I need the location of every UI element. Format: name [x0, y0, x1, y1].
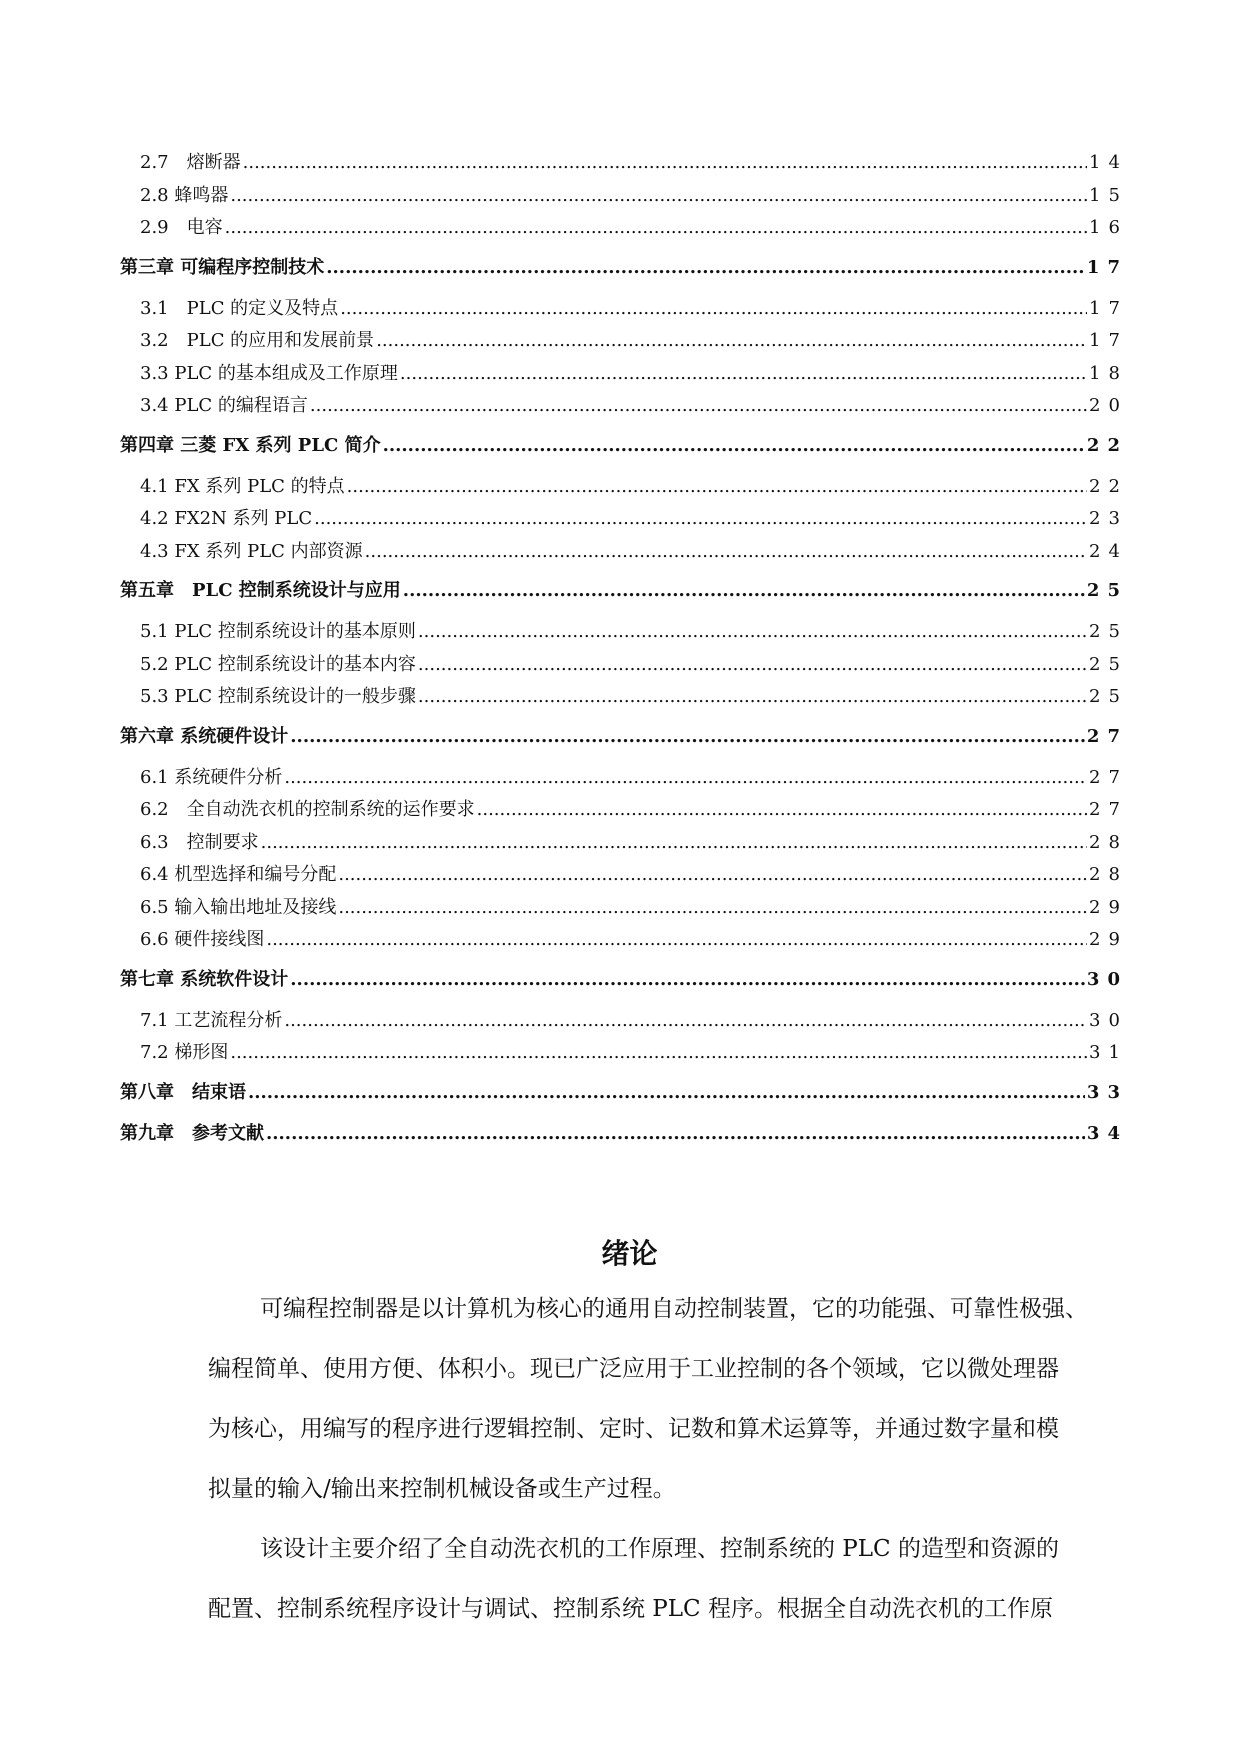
- toc-page-number: 14: [1088, 152, 1129, 173]
- introduction-section: [0, 1232, 1241, 1622]
- toc-title: 2.7 熔断器: [140, 152, 241, 173]
- toc-page-number: 17: [1086, 256, 1129, 278]
- toc-title: 第四章 三菱 FX 系列 PLC 简介: [120, 434, 381, 456]
- toc-leader-dots: [248, 1082, 1085, 1103]
- toc-leader-dots: [418, 621, 1087, 642]
- toc-page-number: 22: [1088, 475, 1129, 497]
- toc-leader-dots: [418, 654, 1087, 675]
- toc-page-number: 34: [1086, 1122, 1129, 1144]
- toc-chapter-row[interactable]: [120, 1119, 1129, 1151]
- toc-title: 6.2 全自动洗衣机的控制系统的运作要求: [140, 799, 475, 820]
- toc-leader-dots: [290, 726, 1085, 747]
- toc-leader-dots: [230, 185, 1087, 206]
- toc-entry-row[interactable]: [120, 391, 1129, 424]
- toc-page-number: 15: [1088, 184, 1129, 206]
- toc-entry-row[interactable]: [120, 617, 1129, 650]
- toc-title: 第三章 可编程序控制技术: [120, 256, 325, 278]
- toc-page-number: 17: [1088, 297, 1129, 319]
- toc-page-number: 29: [1088, 896, 1129, 918]
- toc-title: 6.4 机型选择和编号分配: [140, 864, 337, 885]
- toc-leader-dots: [266, 1123, 1085, 1144]
- toc-title: 7.2 梯形图: [140, 1042, 229, 1063]
- toc-entry-row[interactable]: [120, 148, 1129, 181]
- toc-page-number: 25: [1088, 621, 1129, 642]
- intro-paragraph-1-line: 为核心，用编写的程序进行逻辑控制、定时、记数和算术运算等，并通过数字量和模: [208, 1416, 1059, 1442]
- toc-leader-dots: [310, 395, 1087, 416]
- toc-chapter-row[interactable]: [120, 722, 1129, 754]
- toc-page-number: 23: [1088, 508, 1129, 529]
- toc-leader-dots: [326, 257, 1085, 278]
- toc-title: 4.1 FX 系列 PLC 的特点: [140, 475, 345, 497]
- toc-entry-row[interactable]: [120, 504, 1129, 537]
- toc-entry-row[interactable]: [120, 828, 1129, 861]
- toc-leader-dots: [418, 686, 1087, 707]
- toc-page-number: 28: [1088, 831, 1129, 853]
- toc-page-number: 24: [1088, 540, 1129, 562]
- toc-title: 3.2 PLC 的应用和发展前景: [140, 330, 375, 351]
- toc-title: 6.5 输入输出地址及接线: [140, 896, 337, 918]
- toc-entry-row[interactable]: [120, 682, 1129, 715]
- toc-leader-dots: [314, 508, 1087, 529]
- toc-title: 第六章 系统硬件设计: [120, 725, 289, 747]
- intro-paragraph-2-line: 配置、控制系统程序设计与调试、控制系统 PLC 程序。根据全自动洗衣机的工作原: [208, 1596, 1053, 1622]
- toc-title: 3.1 PLC 的定义及特点: [140, 297, 339, 319]
- toc-leader-dots: [347, 476, 1087, 497]
- toc-leader-dots: [365, 541, 1087, 562]
- toc-title: 6.1 系统硬件分析: [140, 766, 283, 788]
- intro-paragraph-1-line: 拟量的输入/输出来控制机械设备或生产过程。: [208, 1476, 676, 1502]
- toc-title: 第七章 系统软件设计: [120, 968, 289, 990]
- toc-chapter-row[interactable]: [120, 253, 1129, 285]
- toc-leader-dots: [266, 929, 1087, 950]
- toc-title: 第五章 PLC 控制系统设计与应用: [120, 580, 401, 601]
- toc-leader-dots: [338, 864, 1087, 885]
- toc-entry-row[interactable]: [120, 359, 1129, 392]
- toc-entry-row[interactable]: [120, 537, 1129, 570]
- toc-title: 3.3 PLC 的基本组成及工作原理: [140, 362, 398, 384]
- toc-chapter-row[interactable]: [120, 965, 1129, 997]
- toc-title: 2.9 电容: [140, 217, 223, 238]
- toc-leader-dots: [477, 799, 1087, 820]
- toc-title: 5.3 PLC 控制系统设计的一般步骤: [140, 686, 416, 707]
- toc-title: 2.8 蜂鸣器: [140, 184, 229, 206]
- toc-leader-dots: [400, 363, 1087, 384]
- toc-title: 6.6 硬件接线图: [140, 929, 265, 950]
- toc-entry-row[interactable]: [120, 893, 1129, 926]
- toc-title: 4.3 FX 系列 PLC 内部资源: [140, 540, 363, 562]
- toc-leader-dots: [403, 580, 1085, 601]
- toc-page-number: 18: [1088, 362, 1129, 384]
- toc-title: 3.4 PLC 的编程语言: [140, 395, 308, 416]
- toc-title: 6.3 控制要求: [140, 831, 259, 853]
- intro-paragraph-1-line: 编程简单、使用方便、体积小。现已广泛应用于工业控制的各个领域，它以微处理器: [208, 1356, 1059, 1382]
- toc-leader-dots: [243, 152, 1087, 173]
- toc-entry-row[interactable]: [120, 795, 1129, 828]
- toc-page-number: 22: [1086, 434, 1129, 456]
- toc-leader-dots: [338, 897, 1087, 918]
- toc-page-number: 27: [1088, 799, 1129, 820]
- toc-page-number: 29: [1088, 929, 1129, 950]
- toc-entry-row[interactable]: [120, 650, 1129, 683]
- intro-paragraph-1-line: 可编程控制器是以计算机为核心的通用自动控制装置，它的功能强、可靠性极强、: [260, 1296, 1088, 1322]
- toc-leader-dots: [376, 330, 1087, 351]
- table-of-contents: [120, 148, 1129, 1160]
- toc-entry-row[interactable]: [120, 294, 1129, 327]
- toc-entry-row[interactable]: [120, 763, 1129, 796]
- toc-entry-row[interactable]: [120, 181, 1129, 214]
- toc-entry-row[interactable]: [120, 860, 1129, 893]
- toc-title: 5.2 PLC 控制系统设计的基本内容: [140, 653, 416, 675]
- toc-title: 7.1 工艺流程分析: [140, 1009, 283, 1031]
- toc-page-number: 20: [1088, 395, 1129, 416]
- toc-page-number: 16: [1088, 217, 1129, 238]
- toc-page-number: 33: [1086, 1081, 1129, 1103]
- intro-heading: 绪论: [601, 1237, 658, 1270]
- toc-title: 5.1 PLC 控制系统设计的基本原则: [140, 621, 416, 642]
- toc-page-number: 25: [1088, 686, 1129, 707]
- toc-page-number: 27: [1086, 725, 1129, 747]
- toc-leader-dots: [225, 217, 1087, 238]
- toc-page-number: 30: [1086, 968, 1129, 990]
- toc-page-number: 25: [1086, 580, 1129, 601]
- toc-page-number: 30: [1088, 1009, 1129, 1031]
- intro-paragraph-2-line: 该设计主要介绍了全自动洗衣机的工作原理、控制系统的 PLC 的造型和资源的: [260, 1536, 1059, 1562]
- toc-entry-row[interactable]: [120, 326, 1129, 359]
- toc-leader-dots: [290, 969, 1085, 990]
- toc-leader-dots: [383, 435, 1085, 456]
- toc-title: 第八章 结束语: [120, 1081, 246, 1103]
- intro-body: [208, 1294, 1128, 1654]
- toc-entry-row[interactable]: [120, 472, 1129, 505]
- toc-leader-dots: [230, 1042, 1087, 1063]
- toc-entry-row[interactable]: [120, 1038, 1129, 1071]
- toc-leader-dots: [284, 767, 1087, 788]
- toc-page-number: 28: [1088, 864, 1129, 885]
- toc-leader-dots: [284, 1010, 1087, 1031]
- toc-chapter-row[interactable]: [120, 576, 1129, 608]
- toc-page-number: 17: [1088, 330, 1129, 351]
- toc-entry-row[interactable]: [120, 1006, 1129, 1039]
- toc-page-number: 27: [1088, 766, 1129, 788]
- toc-title: 第九章 参考文献: [120, 1122, 264, 1144]
- toc-page-number: 25: [1088, 653, 1129, 675]
- toc-chapter-row[interactable]: [120, 431, 1129, 463]
- toc-leader-dots: [340, 298, 1087, 319]
- toc-entry-row[interactable]: [120, 925, 1129, 958]
- toc-chapter-row[interactable]: [120, 1078, 1129, 1110]
- toc-page-number: 31: [1088, 1042, 1129, 1063]
- toc-title: 4.2 FX2N 系列 PLC: [140, 508, 313, 529]
- toc-leader-dots: [261, 832, 1087, 853]
- toc-entry-row[interactable]: [120, 213, 1129, 246]
